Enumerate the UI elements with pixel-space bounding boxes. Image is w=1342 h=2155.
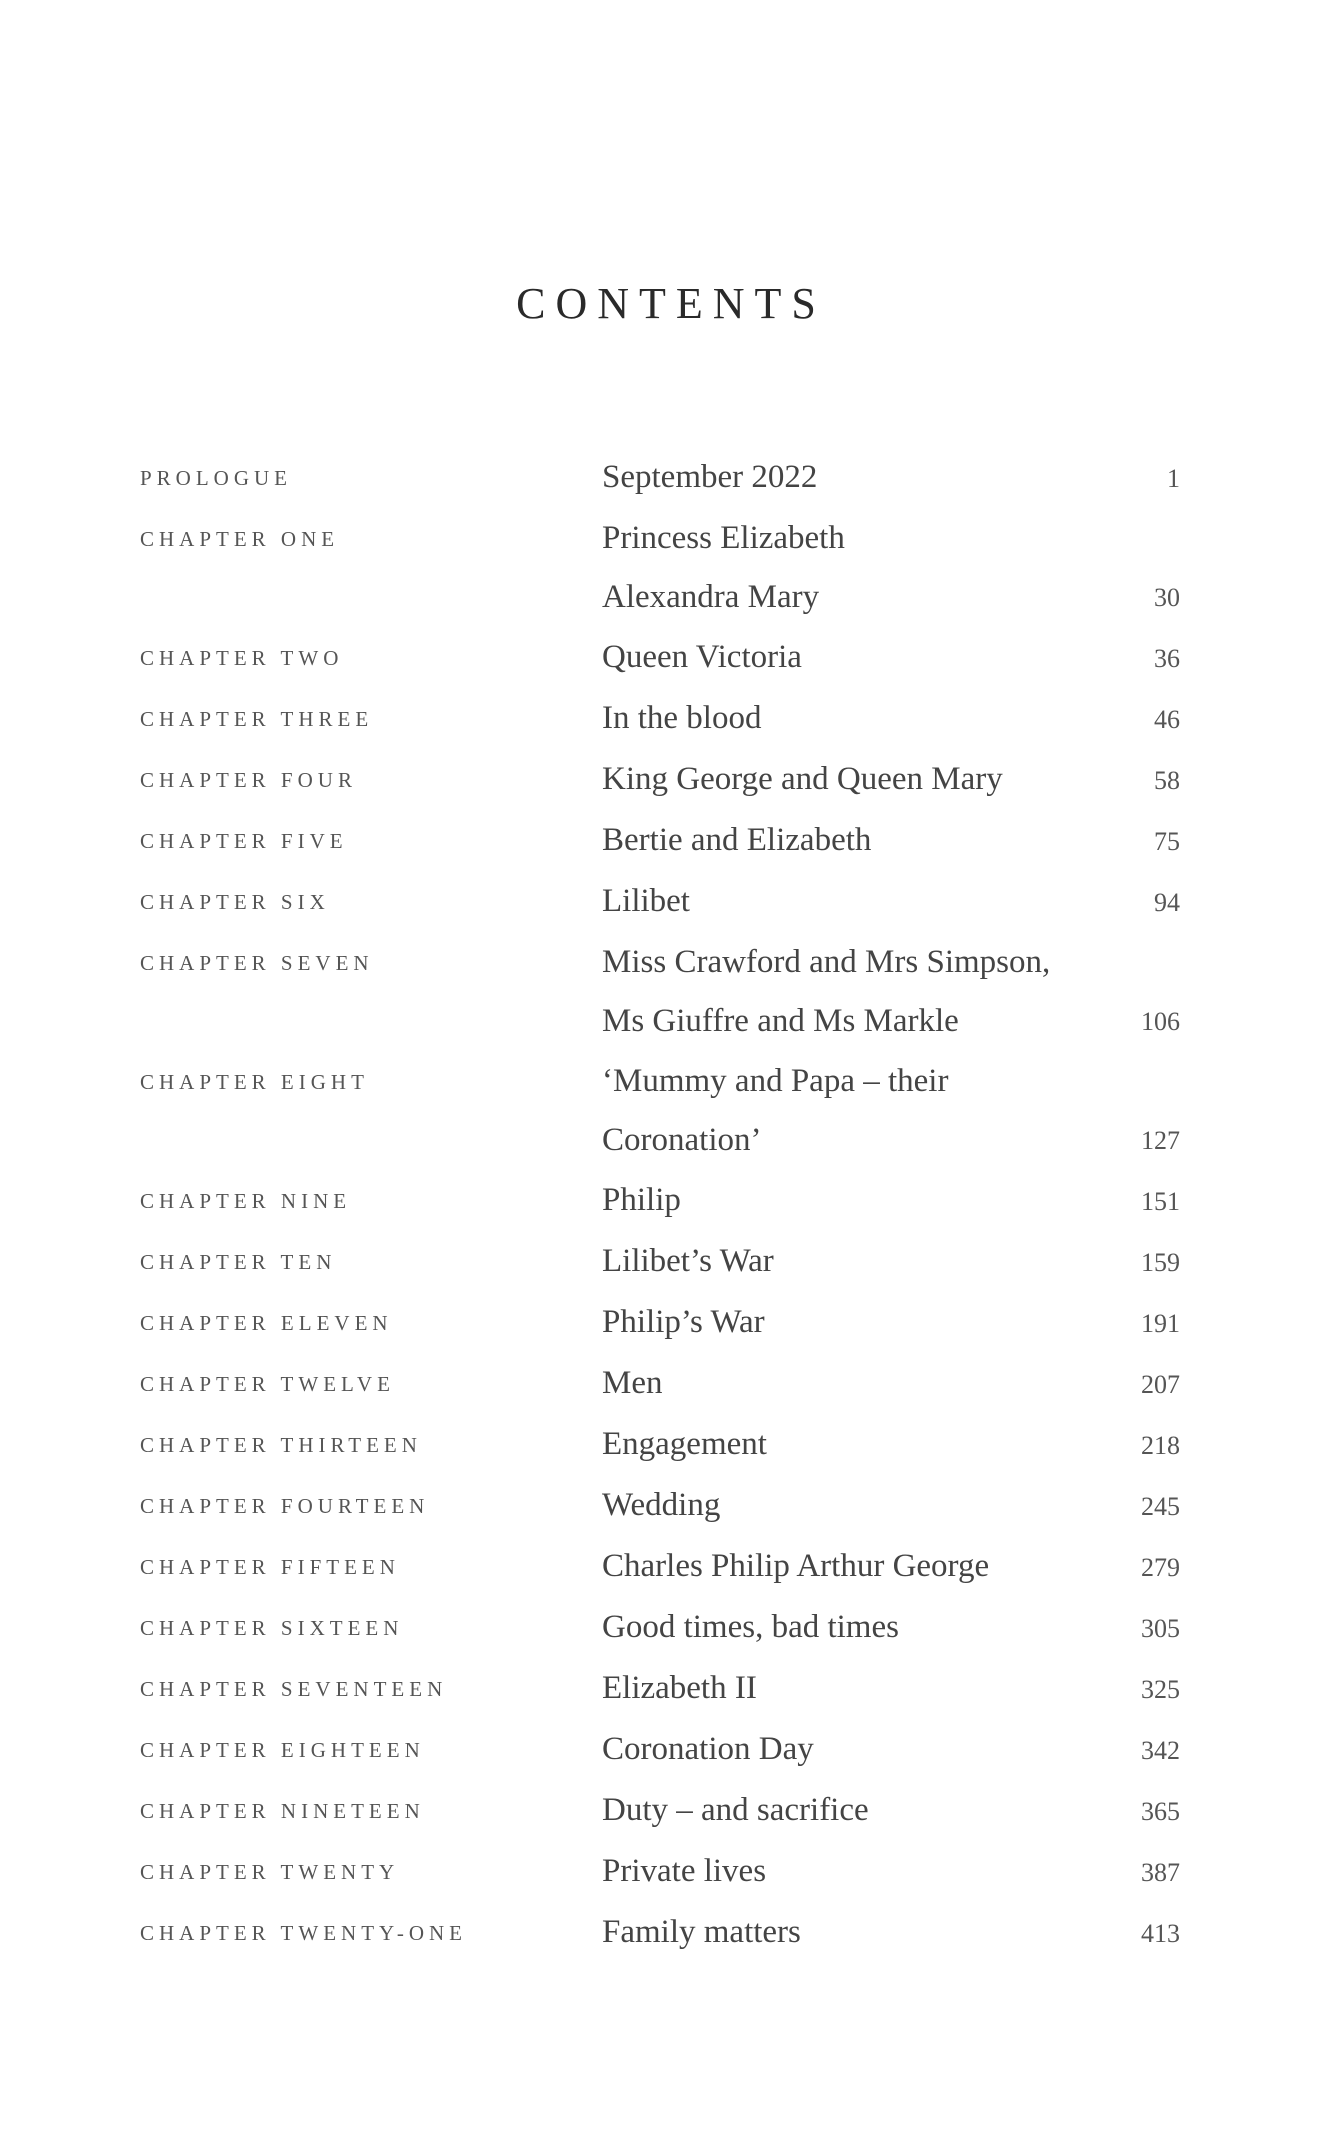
chapter-label: CHAPTER EIGHT: [140, 1070, 369, 1094]
chapter-label: CHAPTER EIGHTEEN: [140, 1738, 425, 1762]
toc-entry: [140, 1781, 1180, 1841]
toc-entry: [140, 448, 1180, 508]
toc-entry: [140, 1598, 1180, 1658]
chapter-title-line: Alexandra Mary: [602, 579, 820, 615]
chapter-label: PROLOGUE: [140, 466, 293, 490]
chapter-title: [602, 1903, 1096, 1962]
chapter-label: CHAPTER SIX: [140, 890, 330, 914]
toc-entry: [140, 1537, 1180, 1597]
table-of-contents: [140, 448, 1180, 1963]
toc-entry: [140, 1052, 1180, 1170]
toc-entry: [140, 509, 1180, 627]
chapter-title-line: Philip’s War: [602, 1304, 765, 1340]
chapter-title-line: Engagement: [602, 1426, 767, 1462]
chapter-title-line: Wedding: [602, 1487, 721, 1523]
page-number: 305: [1141, 1614, 1180, 1643]
page-number: 191: [1141, 1309, 1180, 1338]
chapter-title-line: Philip: [602, 1182, 681, 1218]
chapter-title-line: Lilibet: [602, 883, 690, 919]
chapter-title-line: Ms Giuffre and Ms Markle: [602, 1003, 959, 1039]
page-number: 325: [1141, 1675, 1180, 1704]
page-number: 1: [1167, 464, 1180, 493]
chapter-title-line: Men: [602, 1365, 663, 1401]
toc-entry: [140, 689, 1180, 749]
chapter-title: [602, 750, 1096, 809]
chapter-label: CHAPTER NINETEEN: [140, 1799, 425, 1823]
page-number: 127: [1141, 1126, 1180, 1155]
chapter-title-line: Good times, bad times: [602, 1609, 899, 1645]
chapter-label: CHAPTER TWELVE: [140, 1372, 395, 1396]
chapter-title: [602, 1476, 1096, 1535]
page-number: 94: [1154, 888, 1180, 917]
page-number: 342: [1141, 1736, 1180, 1765]
chapter-label: CHAPTER TWENTY-ONE: [140, 1921, 468, 1945]
toc-entry: [140, 811, 1180, 871]
chapter-title-line: King George and Queen Mary: [602, 761, 1003, 797]
chapter-title-line: Private lives: [602, 1853, 767, 1889]
toc-entry: [140, 1903, 1180, 1963]
chapter-label: CHAPTER FIFTEEN: [140, 1555, 400, 1579]
chapter-title-line: Miss Crawford and Mrs Simpson,: [602, 944, 1051, 980]
chapter-label: CHAPTER TWENTY: [140, 1860, 400, 1884]
toc-entry: [140, 933, 1180, 1051]
chapter-title-line: Lilibet’s War: [602, 1243, 774, 1279]
toc-entry: [140, 1171, 1180, 1231]
chapter-title: [602, 1537, 1096, 1596]
page-number: 159: [1141, 1248, 1180, 1277]
chapter-title: [602, 1293, 1096, 1352]
chapter-title-line: September 2022: [602, 459, 818, 495]
chapter-title-line: In the blood: [602, 700, 762, 736]
chapter-label: CHAPTER FOURTEEN: [140, 1494, 430, 1518]
chapter-label: CHAPTER FOUR: [140, 768, 357, 792]
toc-entry: [140, 1476, 1180, 1536]
chapter-title-line: Duty – and sacrifice: [602, 1792, 869, 1828]
chapter-title-line: Princess Elizabeth: [602, 520, 845, 556]
chapter-title: [602, 1052, 1096, 1170]
page-number: 58: [1154, 766, 1180, 795]
chapter-label: CHAPTER ONE: [140, 527, 340, 551]
page-title: CONTENTS: [516, 279, 826, 328]
chapter-label: CHAPTER FIVE: [140, 829, 348, 853]
chapter-title: [602, 1659, 1096, 1718]
page-number: 387: [1141, 1858, 1180, 1887]
chapter-title-line: Queen Victoria: [602, 639, 802, 675]
chapter-title: [602, 1598, 1096, 1657]
page-number: 279: [1141, 1553, 1180, 1582]
page-number: 46: [1154, 705, 1180, 734]
toc-entry: [140, 1232, 1180, 1292]
page-number: 245: [1141, 1492, 1180, 1521]
chapter-label: CHAPTER TEN: [140, 1250, 337, 1274]
toc-entry: [140, 1659, 1180, 1719]
chapter-title: [602, 933, 1096, 1051]
chapter-title-line: Bertie and Elizabeth: [602, 822, 872, 858]
chapter-title: [602, 1842, 1096, 1901]
chapter-label: CHAPTER SIXTEEN: [140, 1616, 404, 1640]
page-number: 413: [1141, 1919, 1180, 1948]
chapter-title-line: Coronation Day: [602, 1731, 814, 1767]
chapter-title: [602, 1171, 1096, 1230]
page-number: 30: [1154, 583, 1180, 612]
chapter-label: CHAPTER TWO: [140, 646, 344, 670]
chapter-title: [602, 1232, 1096, 1291]
toc-entry: [140, 1720, 1180, 1780]
toc-entry: [140, 1354, 1180, 1414]
chapter-label: CHAPTER ELEVEN: [140, 1311, 393, 1335]
toc-entry: [140, 1415, 1180, 1475]
page-number: 207: [1141, 1370, 1180, 1399]
chapter-label: CHAPTER THIRTEEN: [140, 1433, 422, 1457]
chapter-title-line: Coronation’: [602, 1122, 762, 1158]
chapter-label: CHAPTER THREE: [140, 707, 374, 731]
chapter-title-line: Elizabeth II: [602, 1670, 757, 1706]
toc-entry: [140, 750, 1180, 810]
page-number: 36: [1154, 644, 1180, 673]
page-number: 151: [1141, 1187, 1180, 1216]
page-number: 75: [1154, 827, 1180, 856]
chapter-title: [602, 1415, 1096, 1474]
chapter-label: CHAPTER SEVENTEEN: [140, 1677, 448, 1701]
chapter-title: [602, 689, 1096, 748]
chapter-title: [602, 628, 1096, 687]
chapter-title: [602, 1781, 1096, 1840]
chapter-title: [602, 509, 1096, 627]
chapter-title: [602, 448, 1096, 507]
page-number: 106: [1141, 1007, 1180, 1036]
chapter-title: [602, 811, 1096, 870]
chapter-title: [602, 1720, 1096, 1779]
toc-entry: [140, 872, 1180, 932]
chapter-title: [602, 872, 1096, 931]
chapter-title-line: Family matters: [602, 1914, 801, 1950]
page-number: 365: [1141, 1797, 1180, 1826]
toc-entry: [140, 628, 1180, 688]
page-number: 218: [1141, 1431, 1180, 1460]
chapter-title: [602, 1354, 1096, 1413]
chapter-title-line: ‘Mummy and Papa – their: [602, 1063, 949, 1099]
toc-entry: [140, 1293, 1180, 1353]
chapter-title-line: Charles Philip Arthur George: [602, 1548, 990, 1584]
toc-entry: [140, 1842, 1180, 1902]
chapter-label: CHAPTER SEVEN: [140, 951, 374, 975]
chapter-label: CHAPTER NINE: [140, 1189, 352, 1213]
